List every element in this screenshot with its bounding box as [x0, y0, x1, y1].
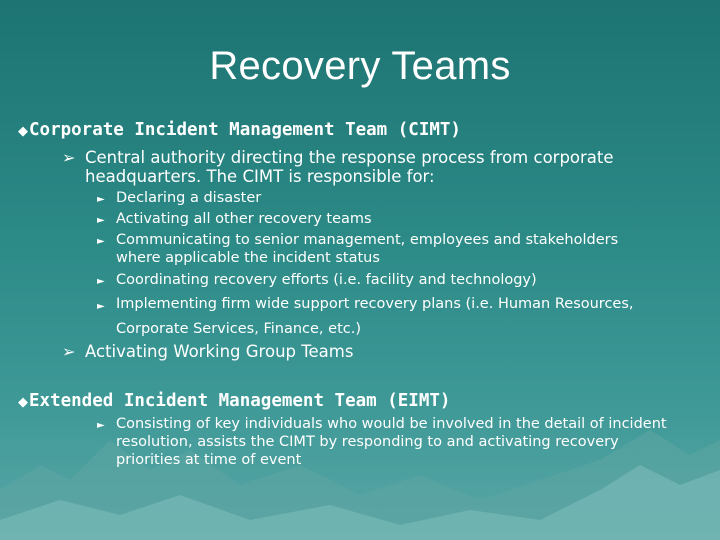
eimt-heading [18, 391, 450, 411]
slide-title: Recovery Teams [209, 44, 511, 88]
cimt-point-authority [62, 148, 642, 186]
eimt-heading-text: Extended Incident Management Team (EIMT) [29, 391, 451, 411]
cimt-subpoint-3 [97, 231, 667, 267]
cimt-subpoint-1 [97, 189, 667, 207]
cimt-heading-text: Corporate Incident Management Team (CIMT) [29, 120, 461, 140]
cimt-heading [18, 120, 461, 140]
subpoint-text: Communicating to senior management, employees and stakeholders where applicable the incident status [116, 232, 619, 266]
eimt-subpoint-1 [97, 415, 687, 469]
subpoint-text: Activating all other recovery teams [116, 211, 372, 227]
triangle-bullet-icon: ► [97, 215, 105, 226]
arrow-bullet-icon: ➢ [62, 342, 76, 361]
diamond-bullet-icon: ◆ [18, 124, 28, 139]
triangle-bullet-icon: ► [97, 194, 105, 205]
triangle-bullet-icon: ► [97, 236, 105, 247]
subpoint-text: Consisting of key individuals who would be involved in the detail of incident resolution, assists the CIMT by responding to and activating recovery priorities at time of event [116, 416, 667, 468]
subpoint-text: Implementing firm wide support recovery plans (i.e. Human Resources, Corporate Services, Finance, etc.) [116, 296, 634, 337]
cimt-point-text: Activating Working Group Teams [85, 342, 354, 361]
triangle-bullet-icon: ► [97, 301, 105, 312]
cimt-subpoint-4 [97, 271, 667, 289]
triangle-bullet-icon: ► [97, 276, 105, 287]
arrow-bullet-icon: ➢ [62, 148, 76, 167]
diamond-bullet-icon: ◆ [18, 395, 28, 410]
subpoint-text: Coordinating recovery efforts (i.e. facility and technology) [116, 272, 537, 288]
subpoint-text: Declaring a disaster [116, 190, 262, 206]
cimt-point-text: Central authority directing the response process from corporate headquarters. The CIMT is responsible for: [85, 148, 614, 186]
cimt-subpoint-5 [97, 292, 667, 342]
cimt-subpoint-2 [97, 210, 667, 228]
triangle-bullet-icon: ► [97, 420, 105, 431]
cimt-point-working-groups [62, 342, 642, 361]
